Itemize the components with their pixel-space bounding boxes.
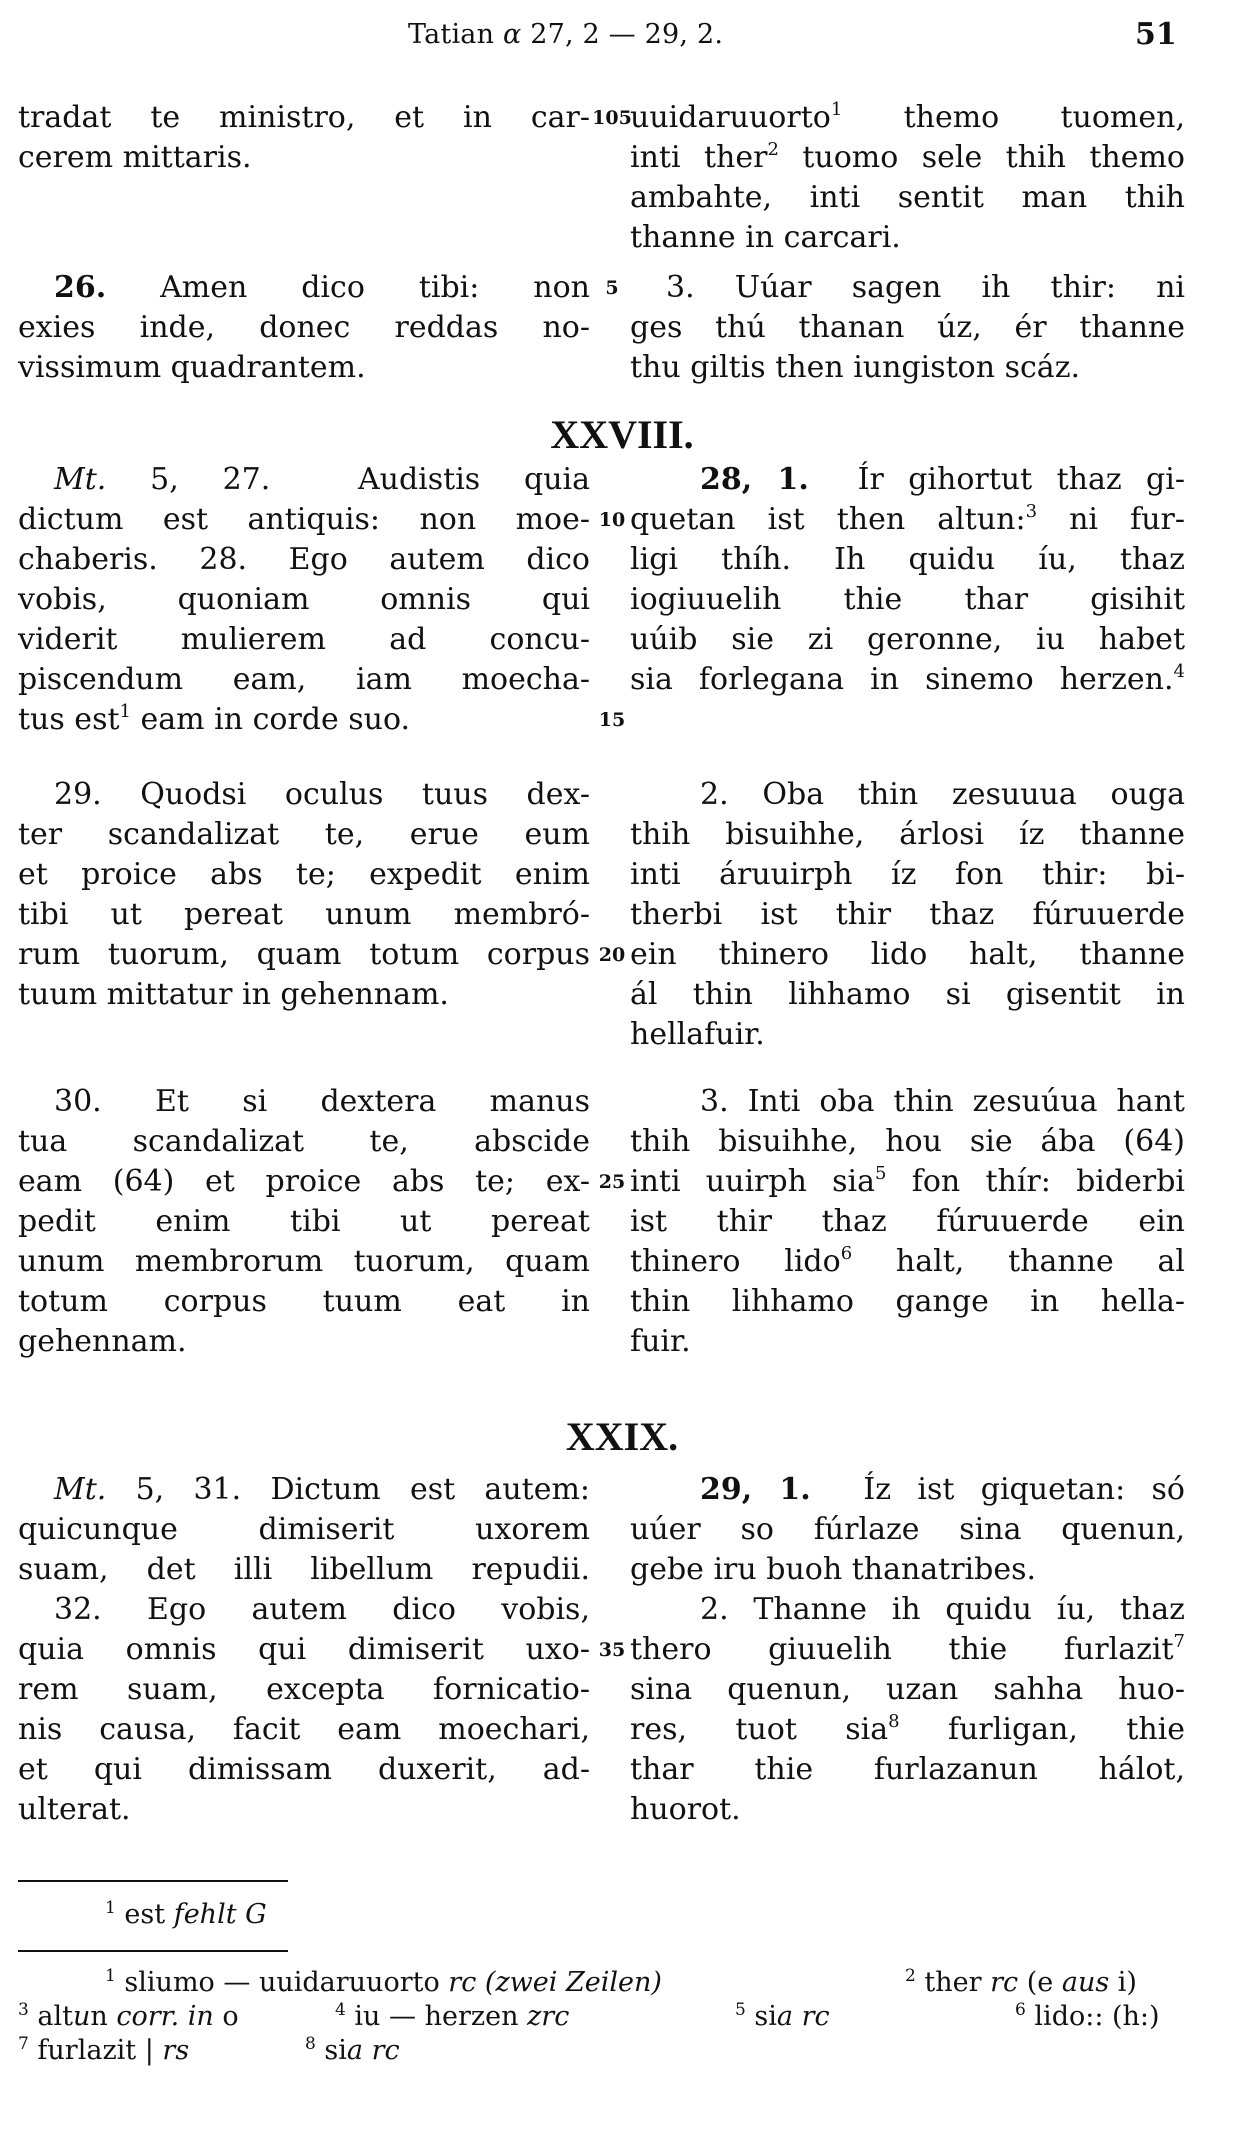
- footnote-ref[interactable]: 1: [830, 99, 843, 120]
- latin-line: quia omnis qui dimiserit uxo-: [18, 1632, 590, 1667]
- latin-verse-mt-5-31: Mt. 5, 31. Dictum est autem:: [54, 1472, 591, 1507]
- ohg-line: fuir.: [630, 1324, 691, 1359]
- ohg-line: res, tuot sia$^8$ furligan, thie: [630, 1711, 1185, 1747]
- line-number: 15: [598, 709, 626, 731]
- ohg-line: ál thin lihhamo si gisentit in: [630, 977, 1185, 1012]
- latin-line: gehennam.: [18, 1324, 187, 1359]
- latin-line: dictum est antiquis: non moe-: [18, 502, 590, 537]
- latin-line: nis causa, facit eam moechari,: [18, 1712, 590, 1747]
- latin-line: tradat te ministro, et in car-: [18, 100, 590, 135]
- latin-line: vobis, quoniam omnis qui: [18, 582, 590, 617]
- footnote-ref[interactable]: 6: [840, 1243, 853, 1264]
- latin-line: tibi ut pereat unum membró-: [18, 897, 590, 932]
- ohg-line: thanne in carcari.: [630, 220, 901, 255]
- ohg-line: thar thie furlazanun hálot,: [630, 1752, 1185, 1787]
- ohg-line: hellafuir.: [630, 1017, 765, 1052]
- footnote-ref[interactable]: 1: [119, 701, 131, 722]
- latin-line: rem suam, excepta fornicatio-: [18, 1672, 590, 1707]
- footnote-ref[interactable]: 4: [1173, 661, 1185, 682]
- ohg-footnote-7: $^7$ furlazit | rs: [18, 2034, 190, 2066]
- ohg-line: thero giuuelih thie furlazit$^7$: [630, 1631, 1185, 1667]
- latin-line: tua scandalizat te, abscide: [18, 1124, 590, 1159]
- latin-line: unum membrorum tuorum, quam: [18, 1244, 590, 1279]
- ohg-line: uúer so fúrlaze sina quenun,: [630, 1512, 1185, 1547]
- ohg-line: thinero lido$^6$ halt, thanne al: [630, 1243, 1185, 1279]
- ohg-footnote-1: $^1$ sliumo — uuidaruuorto rc (zwei Zeilen): [105, 1966, 662, 1998]
- ohg-line: thin lihhamo gange in hella-: [630, 1284, 1185, 1319]
- ohg-line: uuidaruuorto$^1$ themo tuomen,: [630, 99, 1185, 135]
- footnote-ref[interactable]: 8: [888, 1711, 900, 1732]
- footnote-ref[interactable]: 3: [1025, 501, 1038, 522]
- ohg-footnote-4: $^4$ iu — herzen zrc: [335, 2000, 570, 2032]
- latin-verse-30: 30. Et si dextera manus: [54, 1084, 590, 1119]
- latin-line: pedit enim tibi ut pereat: [18, 1204, 590, 1239]
- ohg-line: sia forlegana in sinemo herzen.$^4$: [630, 661, 1185, 697]
- latin-line: viderit mulierem ad concu-: [18, 622, 590, 657]
- latin-line: vissimum quadrantem.: [18, 350, 366, 385]
- footnote-rule-ohg: [18, 1950, 288, 1952]
- ohg-line: sina quenun, uzan sahha huo-: [630, 1672, 1185, 1707]
- latin-line: cerem mittaris.: [18, 140, 252, 175]
- latin-line: ulterat.: [18, 1792, 131, 1827]
- ohg-verse-28-2: 2. Oba thin zesuuua ouga: [700, 777, 1185, 812]
- page-number: 51: [1135, 17, 1177, 52]
- latin-line: tus est$^1$ eam in corde suo.: [18, 701, 411, 737]
- footnote-ref[interactable]: 7: [1173, 1631, 1185, 1652]
- ohg-footnote-5: $^5$ sia rc: [735, 2000, 830, 2032]
- latin-line: chaberis. 28. Ego autem dico: [18, 542, 590, 577]
- ohg-verse-28-3: 3. Inti oba thin zesuúua hant: [700, 1084, 1185, 1119]
- latin-line: et proice abs te; expedit enim: [18, 857, 590, 892]
- ohg-verse-3: 3. Uúar sagen ih thir: ni: [666, 270, 1185, 305]
- ohg-line: thih bisuihhe, hou sie ába (64): [630, 1124, 1185, 1159]
- latin-line: exies inde, donec reddas no-: [18, 310, 590, 345]
- line-number: 35: [598, 1639, 626, 1661]
- ohg-line: ligi thíh. Ih quidu íu, thaz: [630, 542, 1185, 577]
- ohg-line: ein thinero lido halt, thanne: [630, 937, 1185, 972]
- ohg-verse-29-2: 2. Thanne ih quidu íu, thaz: [700, 1592, 1185, 1627]
- ohg-line: inti áruuirph íz fon thir: bi-: [630, 857, 1185, 892]
- ohg-line: quetan ist then altun:$^3$ ni fur-: [630, 501, 1186, 537]
- ohg-line: ges thú thanan úz, ér thanne: [630, 310, 1185, 345]
- ohg-footnote-6: $^6$ lido:: (h:): [1015, 2000, 1160, 2032]
- latin-line: totum corpus tuum eat in: [18, 1284, 590, 1319]
- ohg-line: inti ther$^2$ tuomo sele thih themo: [630, 139, 1185, 175]
- line-number: 5: [605, 277, 619, 299]
- latin-verse-mt-5-27: Mt. 5, 27. Audistis quia: [54, 462, 591, 497]
- ohg-footnote-8: $^8$ sia rc: [305, 2034, 400, 2066]
- footnote-ref[interactable]: 5: [875, 1163, 887, 1184]
- running-head: [0, 10, 1244, 60]
- ohg-footnote-3: $^3$ altun corr. in o: [18, 2000, 239, 2032]
- latin-verse-32: 32. Ego autem dico vobis,: [54, 1592, 590, 1627]
- latin-verse-29: 29. Quodsi oculus tuus dex-: [54, 777, 590, 812]
- latin-footnote-1: $^1$ est fehlt G: [105, 1898, 267, 1930]
- ohg-line: huorot.: [630, 1792, 741, 1827]
- section-heading-xxix: XXIX.: [565, 1414, 679, 1459]
- latin-line: et qui dimissam duxerit, ad-: [18, 1752, 590, 1787]
- section-heading-xxviii: XXVIII.: [550, 412, 694, 457]
- ohg-line: thih bisuihhe, árlosi íz thanne: [630, 817, 1185, 852]
- ohg-verse-29-1: 29, 1. Íz ist giquetan: só: [700, 1472, 1185, 1507]
- ohg-line: uúib sie zi geronne, iu habet: [630, 622, 1185, 657]
- ohg-line: therbi ist thir thaz fúruuerde: [630, 897, 1185, 932]
- footnote-rule-latin: [18, 1880, 288, 1882]
- ohg-verse-28-1: 28, 1. Ír gihortut thaz gi-: [700, 462, 1185, 497]
- latin-line: eam (64) et proice abs te; ex-: [18, 1164, 590, 1199]
- latin-line: tuum mittatur in gehennam.: [18, 977, 449, 1012]
- latin-line: quicunque dimiserit uxorem: [18, 1512, 590, 1547]
- latin-line: ter scandalizat te, erue eum: [18, 817, 590, 852]
- line-number: 25: [598, 1171, 626, 1193]
- ohg-line: iogiuuelih thie thar gisihit: [630, 582, 1185, 617]
- footnote-ref[interactable]: 2: [767, 139, 779, 160]
- ohg-line: gebe iru buoh thanatribes.: [630, 1552, 1037, 1587]
- ohg-footnote-2: $^2$ ther rc (e aus i): [905, 1966, 1137, 1998]
- ohg-line: thu giltis then iungiston scáz.: [630, 350, 1081, 385]
- line-number: 105: [592, 107, 632, 129]
- ohg-line: ambahte, inti sentit man thih: [630, 180, 1185, 215]
- latin-line: piscendum eam, iam moecha-: [18, 662, 590, 697]
- ohg-line: inti uuirph sia$^5$ fon thír: biderbi: [630, 1163, 1185, 1199]
- line-number: 20: [598, 944, 626, 966]
- ohg-line: ist thir thaz fúruuerde ein: [630, 1204, 1185, 1239]
- latin-line: suam, det illi libellum repudii.: [18, 1552, 590, 1587]
- latin-verse-26: 26. Amen dico tibi: non: [54, 270, 590, 305]
- line-number: 10: [598, 509, 626, 531]
- running-title: Tatian α 27, 2 — 29, 2.: [408, 19, 724, 50]
- latin-line: rum tuorum, quam totum corpus: [18, 937, 590, 972]
